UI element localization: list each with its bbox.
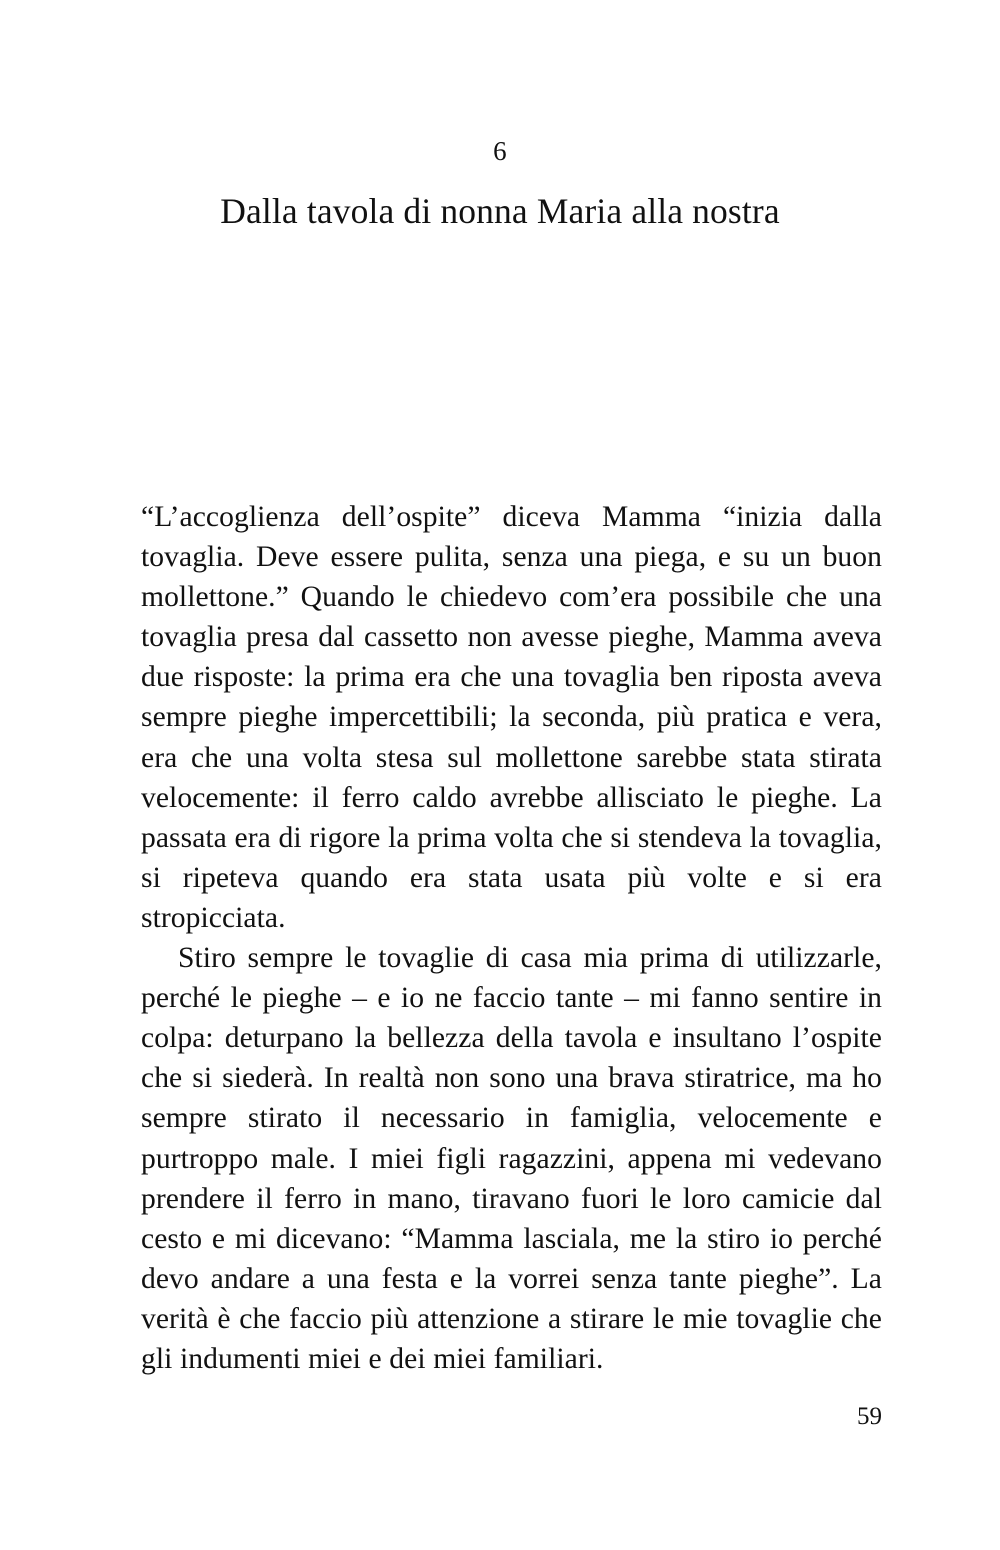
chapter-header [0, 138, 1000, 232]
body-text-block [141, 497, 882, 1379]
chapter-number: 6 [493, 136, 507, 166]
body-paragraph: “L’accoglienza dell’ospite” diceva Mamma “inizia dalla tovaglia. Deve essere pulita, senza una piega, e su un buon mollettone.” Quando le chiedevo com’era possibile che una tovaglia presa dal cassetto non avesse pieghe, Mamma aveva due risposte: la prima era che una tovaglia ben riposta aveva sempre pieghe impercettibili; la seconda, più pratica e vera, era che una volta stesa sul mollettone sarebbe stata stirata velocemente: il ferro caldo avrebbe allisciato le pieghe. La passata era di rigore la prima volta che si stendeva la tovaglia, si ripeteva quando era stata usata più volte e si era stropicciata. [141, 501, 882, 934]
body-paragraph: Stiro sempre le tovaglie di casa mia prima di utilizzarle, perché le pieghe – e io ne faccio tante – mi fanno sentire in colpa: deturpano la bellezza della tavola e insultano l’ospite che si siederà. In realtà non sono una brava stiratrice, ma ho sempre stirato il necessario in famiglia, velocemente e purtroppo male. I miei figli ragazzini, appena mi vedevano prendere il ferro in mano, tiravano fuori le loro camicie dal cesto e mi dicevano: “Mamma lasciala, me la stiro io perché devo andare a una festa e la vorrei senza tante pieghe”. La verità è che faccio più attenzione a stirare le mie tovaglie che gli indumenti miei e dei miei familiari. [141, 942, 882, 1375]
chapter-title: Dalla tavola di nonna Maria alla nostra [220, 191, 780, 231]
page-number: 59 [857, 1403, 882, 1430]
